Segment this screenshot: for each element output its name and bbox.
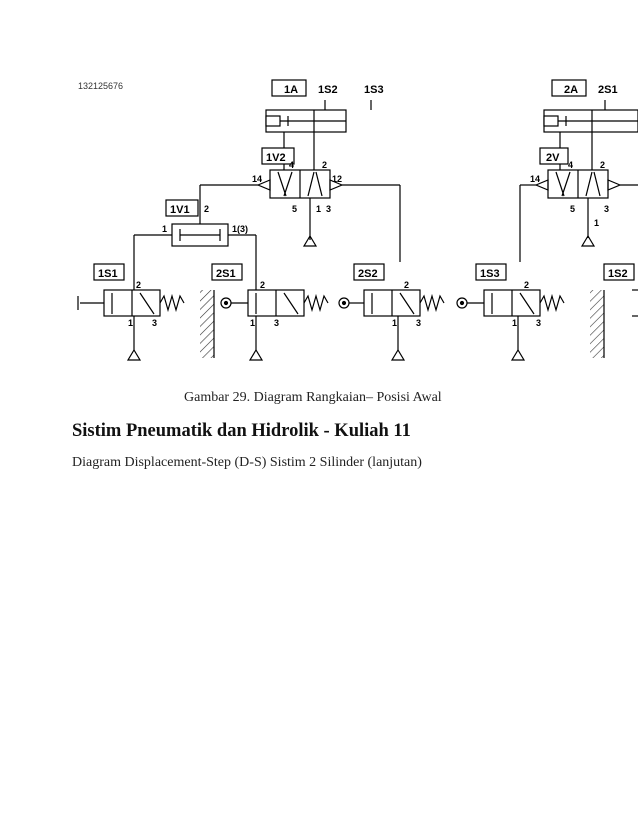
mechanical-stop-wall — [200, 290, 214, 358]
pneumatic-circuit-diagram — [0, 0, 638, 380]
label-2s1: 2S1 — [216, 268, 236, 280]
label-1a: 1A — [284, 84, 299, 96]
port-3: 3 — [326, 204, 332, 214]
valve-1v1 — [172, 224, 228, 246]
port-2-2v: 2 — [600, 160, 606, 170]
port-5-2v: 5 — [570, 204, 576, 214]
mechanical-stop-wall-right — [590, 290, 604, 358]
label-2s2: 2S2 — [358, 268, 378, 280]
port-5: 5 — [292, 204, 298, 214]
label-1s2-bottom: 1S2 — [608, 268, 628, 280]
label-1s2: 1S2 — [318, 84, 338, 96]
label-1s3: 1S3 — [364, 84, 384, 96]
port-1-2v: 1 — [594, 218, 600, 228]
port-14: 14 — [252, 174, 263, 184]
valve-2s1 — [221, 290, 328, 316]
valve-1v2 — [258, 170, 342, 198]
port-3-2s2: 3 — [416, 318, 422, 328]
valve-2v — [536, 170, 620, 198]
port-2-2s1: 2 — [260, 280, 266, 290]
cylinder-1a — [266, 110, 346, 132]
port-1-1v1: 1 — [162, 224, 168, 234]
port-12: 12 — [332, 174, 343, 184]
port-1-2s2: 1 — [392, 318, 398, 328]
port-3-2s1: 3 — [274, 318, 280, 328]
label-2s1-top: 2S1 — [598, 84, 618, 96]
page-heading: Sistim Pneumatik dan Hidrolik - Kuliah 11 — [72, 421, 411, 441]
port-2-2s2: 2 — [404, 280, 410, 290]
port-1-1s3: 1 — [512, 318, 518, 328]
figure-caption: Gambar 29. Diagram Rangkaian– Posisi Awal — [184, 390, 442, 405]
port-2: 2 — [322, 160, 328, 170]
valve-2s2 — [339, 290, 444, 316]
label-1s1: 1S1 — [98, 268, 118, 280]
port-2-1s3: 2 — [524, 280, 530, 290]
label-2v: 2V — [546, 152, 560, 164]
port-3-1s3: 3 — [536, 318, 542, 328]
cylinder-2a — [544, 110, 638, 132]
port-14-2v: 14 — [530, 174, 541, 184]
port-3-2v: 3 — [604, 204, 610, 214]
label-1v2: 1V2 — [266, 152, 286, 164]
page-subheading: Diagram Displacement-Step (D-S) Sistim 2 Silinder (lanjutan) — [72, 455, 422, 470]
port-1: 1 — [316, 204, 322, 214]
port-1-1s1: 1 — [128, 318, 134, 328]
valve-1s3 — [457, 290, 564, 316]
port-1-2s1: 1 — [250, 318, 256, 328]
label-1s3-bottom: 1S3 — [480, 268, 500, 280]
label-2a: 2A — [564, 84, 579, 96]
port-2-1v1: 2 — [204, 204, 210, 214]
port-2-1s1: 2 — [136, 280, 142, 290]
port-3-1s1: 3 — [152, 318, 158, 328]
port-1-3-1v1: 1(3) — [232, 224, 249, 234]
port-4-2v: 4 — [568, 160, 574, 170]
valve-1s1 — [78, 290, 184, 316]
port-4: 4 — [289, 160, 295, 170]
label-1v1: 1V1 — [170, 204, 190, 216]
figure-id-number: 132125676 — [78, 81, 124, 91]
